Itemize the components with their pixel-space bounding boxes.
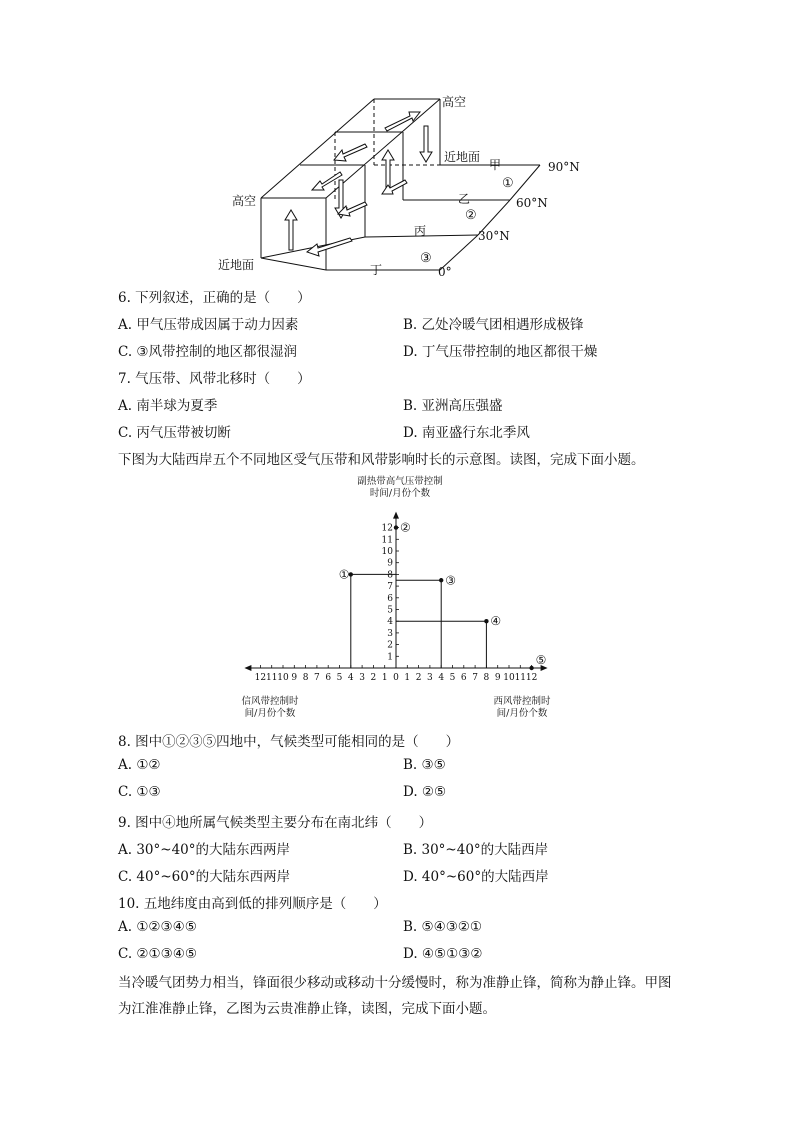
q8-option-a: A. ①② <box>118 757 161 773</box>
x-tick-label: 3 <box>359 673 365 683</box>
x-tick-label: 7 <box>314 673 320 683</box>
x-tick-label: 12 <box>254 673 267 683</box>
q10-option-d: D. ④⑤①③② <box>403 946 483 962</box>
label-zone-3: ③ <box>420 251 432 266</box>
chart-xlabel-right-line2: 间/月份个数 <box>496 708 548 719</box>
y-tick-label: 3 <box>387 628 393 639</box>
q7-option-a: A. 南半球为夏季 <box>118 398 218 414</box>
q8-option-d: D. ②⑤ <box>403 784 447 800</box>
label-belt-bing: 丙 <box>414 224 427 238</box>
q7-option-d: D. 南亚盛行东北季风 <box>403 425 530 441</box>
label-belt-yi: 乙 <box>458 192 471 206</box>
chart-xlabel-right-line1: 西风带控制时 <box>493 696 551 707</box>
y-tick-label: 8 <box>387 570 393 581</box>
label-lat-0: 0° <box>438 265 452 279</box>
data-point <box>439 578 443 582</box>
label-lat-90: 90°N <box>548 160 580 174</box>
y-tick-label: 1 <box>387 652 393 663</box>
x-axis-arrow-left <box>244 665 251 671</box>
q10-option-b: B. ⑤④③②① <box>403 919 483 935</box>
x-tick-label: 8 <box>483 673 490 683</box>
y-axis-arrow <box>393 512 399 519</box>
intro-paragraph-1: 下图为大陆西岸五个不同地区受气压带和风带影响时长的示意图。读图，完成下面小题。 <box>118 452 645 468</box>
label-belt-ding: 丁 <box>370 263 383 277</box>
x-tick-label: 1 <box>381 673 388 683</box>
q6-option-c: C. ③风带控制的地区都很湿润 <box>118 344 298 360</box>
q10-option-c: C. ②①③④⑤ <box>118 946 197 962</box>
label-near-ground-right: 近地面 <box>444 150 481 164</box>
q8-option-b: B. ③⑤ <box>403 757 446 773</box>
q6-stem: 6. 下列叙述，正确的是（ ） <box>118 290 311 306</box>
x-tick-label: 11 <box>514 673 527 683</box>
data-point-label: ③ <box>445 573 456 588</box>
y-tick-label: 10 <box>381 547 393 557</box>
label-lat-30: 30°N <box>478 229 510 243</box>
y-tick-label: 6 <box>387 593 393 604</box>
q10-option-a: A. ①②③④⑤ <box>118 919 197 935</box>
x-tick-label: 9 <box>494 673 501 683</box>
y-tick-label: 5 <box>387 605 393 616</box>
data-point-label: ④ <box>490 614 502 629</box>
q8-stem: 8. 图中①②③⑤四地中，气候类型可能相同的是（ ） <box>118 734 460 750</box>
chart-xlabel-left-line2: 间/月份个数 <box>244 708 296 719</box>
q9-option-c: C. 40°~60°的大陆东西两岸 <box>118 869 291 885</box>
y-tick-label: 7 <box>387 582 393 593</box>
x-tick-label: 8 <box>302 673 309 683</box>
q6-option-b: B. 乙处冷暖气团相遇形成极锋 <box>403 317 584 333</box>
x-tick-label: 3 <box>427 673 433 683</box>
intro-paragraph-2: 当冷暖气团势力相当，锋面很少移动或移动十分缓慢时，称为准静止锋，简称为静止锋。甲图为江淮准静止锋，乙图为云贵准静止锋，读图，完成下面小题。 <box>118 975 672 1017</box>
q7-option-b: B. 亚洲高压强盛 <box>403 398 503 414</box>
q6-option-d: D. 丁气压带控制的地区都很干燥 <box>403 344 598 360</box>
chart-xlabel-left-line1: 信风带控制时 <box>241 696 299 707</box>
q7-stem: 7. 气压带、风带北移时（ ） <box>118 371 311 387</box>
x-tick-label: 7 <box>472 673 478 683</box>
q10-stem: 10. 五地纬度由高到低的排列顺序是（ ） <box>118 896 387 912</box>
data-point <box>484 619 488 623</box>
x-tick-label: 9 <box>291 673 298 683</box>
q9-stem: 9. 图中④地所属气候类型主要分布在南北纬（ ） <box>118 815 433 831</box>
x-tick-label: 4 <box>347 673 354 683</box>
y-tick-label: 12 <box>381 523 393 534</box>
y-tick-label: 9 <box>387 558 393 569</box>
label-zone-2: ② <box>465 208 477 223</box>
q8-option-c: C. ①③ <box>118 784 161 800</box>
label-belt-jia: 甲 <box>489 158 502 172</box>
circulation-diagram <box>210 90 590 280</box>
label-high-air-left: 高空 <box>232 194 257 208</box>
x-tick-label: 11 <box>265 673 278 683</box>
chart-ylabel-line2: 时间/月份个数 <box>369 488 431 499</box>
label-near-ground-left: 近地面 <box>218 258 255 272</box>
x-tick-label: 0 <box>393 673 399 683</box>
q9-option-d: D. 40°~60°的大陆西岸 <box>403 869 549 885</box>
x-tick-label: 6 <box>325 673 332 683</box>
pressure-belt-chart <box>230 470 570 722</box>
x-tick-label: 1 <box>404 673 411 683</box>
data-point <box>394 525 398 529</box>
y-tick-label: 2 <box>387 640 393 651</box>
q9-option-a: A. 30°~40°的大陆东西两岸 <box>118 842 290 858</box>
x-tick-label: 12 <box>525 673 538 683</box>
data-point <box>529 666 533 670</box>
q6-option-a: A. 甲气压带成因属于动力因素 <box>118 317 299 333</box>
data-point-label: ① <box>338 567 350 582</box>
x-tick-label: 4 <box>438 673 445 683</box>
x-tick-label: 5 <box>449 673 456 683</box>
label-zone-1: ① <box>502 176 514 191</box>
q9-option-b: B. 30°~40°的大陆西岸 <box>403 842 549 858</box>
y-tick-label: 11 <box>381 535 393 546</box>
x-tick-label: 2 <box>415 673 422 683</box>
chart-ylabel-line1: 副热带高气压带控制 <box>357 476 443 487</box>
x-tick-label: 10 <box>503 673 515 683</box>
data-point-label: ⑤ <box>535 653 547 667</box>
label-lat-60: 60°N <box>516 196 548 210</box>
x-tick-label: 2 <box>370 673 377 683</box>
data-point-label: ② <box>400 520 411 535</box>
x-tick-label: 10 <box>277 673 289 683</box>
q7-option-c: C. 丙气压带被切断 <box>118 425 231 441</box>
y-tick-label: 4 <box>387 617 393 628</box>
x-tick-label: 6 <box>460 673 467 683</box>
label-high-air-right: 高空 <box>442 95 467 109</box>
x-tick-label: 5 <box>336 673 343 683</box>
